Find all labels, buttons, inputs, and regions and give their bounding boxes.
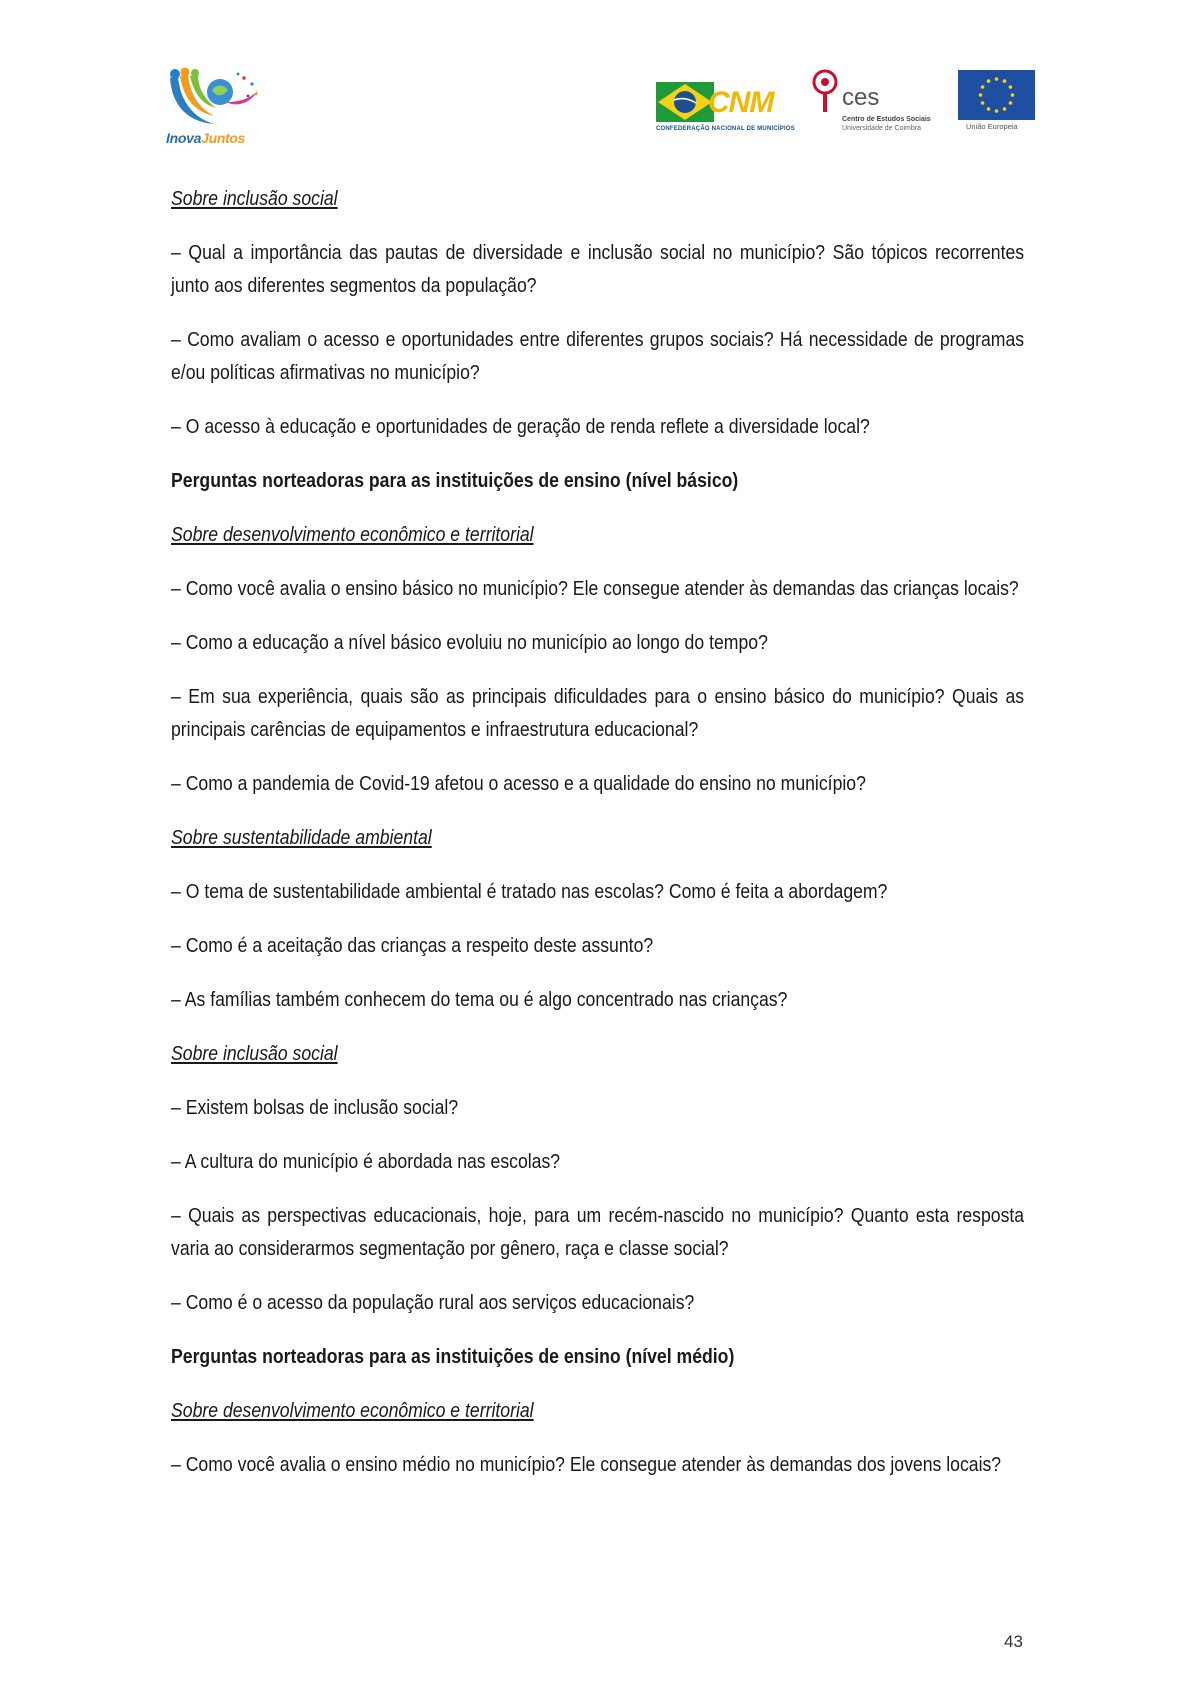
subsection-title: Sobre inclusão social: [171, 1042, 338, 1065]
ces-name-line: Centro de Estudos Sociais: [842, 116, 931, 123]
question-paragraph: – Como é o acesso da população rural aos serviços educacionais?: [171, 1291, 695, 1314]
subsection-title: Sobre inclusão social: [171, 187, 338, 210]
question-paragraph: – As famílias também conhecem do tema ou é algo concentrado nas crianças?: [171, 988, 788, 1011]
section-heading: Perguntas norteadoras para as instituições de ensino (nível médio): [171, 1345, 735, 1368]
section-heading: Perguntas norteadoras para as instituições de ensino (nível básico): [171, 469, 739, 492]
page-number: 43: [1004, 1632, 1023, 1651]
eu-caption: União Europeia: [966, 122, 1018, 131]
subsection-title: Sobre sustentabilidade ambiental: [171, 826, 432, 849]
cnm-subtitle: CONFEDERAÇÃO NACIONAL DE MUNICÍPIOS: [656, 126, 795, 132]
question-paragraph: – Como você avalia o ensino básico no município? Ele consegue atender às demandas das crianças locais?: [171, 577, 1019, 600]
subsection-title: Sobre desenvolvimento econômico e territorial: [171, 523, 534, 546]
question-paragraph: – Em sua experiência, quais são as principais dificuldades para o ensino básico do município? Quais as principais carências de equipamentos e infraestrutura educacional?: [171, 685, 1025, 741]
ces-wordmark: ces: [842, 84, 880, 111]
ces-university-line: Universidade de Coimbra: [842, 125, 921, 132]
question-paragraph: – A cultura do município é abordada nas escolas?: [171, 1150, 561, 1173]
question-paragraph: – Como você avalia o ensino médio no município? Ele consegue atender às demandas dos jovens locais?: [171, 1453, 1002, 1476]
question-paragraph: – Quais as perspectivas educacionais, hoje, para um recém-nascido no município? Quanto esta resposta varia ao considerarmos segmentação por gênero, raça e classe social?: [171, 1204, 1025, 1260]
question-paragraph: – Existem bolsas de inclusão social?: [171, 1096, 459, 1119]
question-paragraph: – Como avaliam o acesso e oportunidades entre diferentes grupos sociais? Há necessidade de programas e/ou políticas afirmativas no município?: [171, 328, 1025, 384]
inova-juntos-emblem-icon: [166, 68, 262, 130]
inova-juntos-logo: [166, 68, 262, 150]
brazil-flag-icon: [656, 76, 716, 124]
eu-logo: [958, 70, 1035, 132]
question-paragraph: – Qual a importância das pautas de diversidade e inclusão social no município? São tópicos recorrentes junto aos diferentes segmentos da população?: [171, 241, 1025, 297]
cnm-logo: [656, 76, 795, 136]
subsection-title: Sobre desenvolvimento econômico e territorial: [171, 1399, 534, 1422]
document-body: [171, 182, 1024, 1502]
question-paragraph: – Como a educação a nível básico evoluiu no município ao longo do tempo?: [171, 631, 768, 654]
question-paragraph: – Como é a aceitação das crianças a respeito deste assunto?: [171, 934, 654, 957]
ces-emblem-icon: [810, 68, 842, 114]
cnm-wordmark: CNM: [708, 86, 774, 119]
inova-juntos-wordmark: InovaJuntos: [166, 130, 246, 146]
ces-logo: [810, 68, 932, 134]
question-paragraph: – Como a pandemia de Covid-19 afetou o acesso e a qualidade do ensino no município?: [171, 772, 866, 795]
question-paragraph: – O acesso à educação e oportunidades de geração de renda reflete a diversidade local?: [171, 415, 870, 438]
eu-flag-icon: [958, 70, 1035, 120]
question-paragraph: – O tema de sustentabilidade ambiental é tratado nas escolas? Como é feita a abordagem?: [171, 880, 888, 903]
